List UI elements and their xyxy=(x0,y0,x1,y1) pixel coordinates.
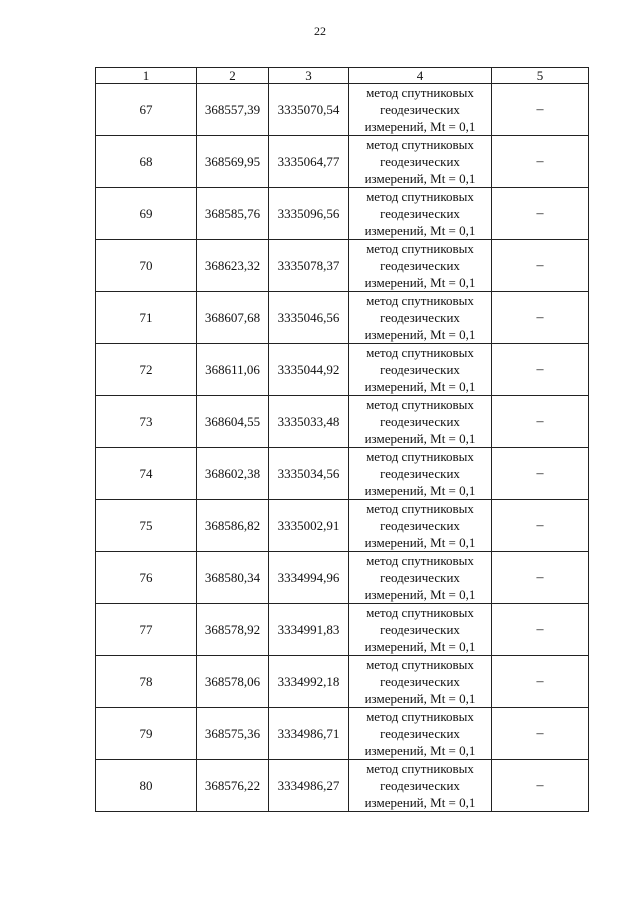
y-coordinate-cell: 3335046,56 xyxy=(269,292,349,344)
column-header-2: 2 xyxy=(197,68,269,84)
column-header-3: 3 xyxy=(269,68,349,84)
note-cell: – xyxy=(492,136,589,188)
y-coordinate-cell: 3335034,56 xyxy=(269,448,349,500)
table-row xyxy=(96,344,589,396)
table-row xyxy=(96,292,589,344)
y-coordinate-cell: 3334994,96 xyxy=(269,552,349,604)
x-coordinate-cell: 368578,92 xyxy=(197,604,269,656)
y-coordinate-cell: 3334991,83 xyxy=(269,604,349,656)
method-cell: метод спутниковых геодезических измерений, Mt = 0,1 xyxy=(349,84,492,136)
x-coordinate-cell: 368602,38 xyxy=(197,448,269,500)
y-coordinate-cell: 3334986,71 xyxy=(269,708,349,760)
note-cell: – xyxy=(492,344,589,396)
table-row xyxy=(96,500,589,552)
table-row xyxy=(96,708,589,760)
table-row xyxy=(96,448,589,500)
x-coordinate-cell: 368585,76 xyxy=(197,188,269,240)
y-coordinate-cell: 3334986,27 xyxy=(269,760,349,812)
column-header-4: 4 xyxy=(349,68,492,84)
point-number-cell: 77 xyxy=(96,604,197,656)
note-cell: – xyxy=(492,396,589,448)
y-coordinate-cell: 3335096,56 xyxy=(269,188,349,240)
point-number-cell: 79 xyxy=(96,708,197,760)
table-row xyxy=(96,760,589,812)
x-coordinate-cell: 368623,32 xyxy=(197,240,269,292)
point-number-cell: 80 xyxy=(96,760,197,812)
point-number-cell: 67 xyxy=(96,84,197,136)
y-coordinate-cell: 3335002,91 xyxy=(269,500,349,552)
y-coordinate-cell: 3334992,18 xyxy=(269,656,349,708)
x-coordinate-cell: 368578,06 xyxy=(197,656,269,708)
point-number-cell: 76 xyxy=(96,552,197,604)
table-row xyxy=(96,656,589,708)
note-cell: – xyxy=(492,760,589,812)
method-cell: метод спутниковых геодезических измерений, Mt = 0,1 xyxy=(349,240,492,292)
y-coordinate-cell: 3335044,92 xyxy=(269,344,349,396)
note-cell: – xyxy=(492,188,589,240)
note-cell: – xyxy=(492,500,589,552)
method-cell: метод спутниковых геодезических измерений, Mt = 0,1 xyxy=(349,604,492,656)
point-number-cell: 71 xyxy=(96,292,197,344)
y-coordinate-cell: 3335033,48 xyxy=(269,396,349,448)
y-coordinate-cell: 3335064,77 xyxy=(269,136,349,188)
note-cell: – xyxy=(492,656,589,708)
column-header-1: 1 xyxy=(96,68,197,84)
table-row xyxy=(96,552,589,604)
table-row xyxy=(96,84,589,136)
x-coordinate-cell: 368586,82 xyxy=(197,500,269,552)
note-cell: – xyxy=(492,240,589,292)
table-row xyxy=(96,136,589,188)
method-cell: метод спутниковых геодезических измерений, Mt = 0,1 xyxy=(349,656,492,708)
x-coordinate-cell: 368576,22 xyxy=(197,760,269,812)
point-number-cell: 75 xyxy=(96,500,197,552)
x-coordinate-cell: 368575,36 xyxy=(197,708,269,760)
method-cell: метод спутниковых геодезических измерений, Mt = 0,1 xyxy=(349,448,492,500)
point-number-cell: 72 xyxy=(96,344,197,396)
x-coordinate-cell: 368611,06 xyxy=(197,344,269,396)
method-cell: метод спутниковых геодезических измерений, Mt = 0,1 xyxy=(349,760,492,812)
note-cell: – xyxy=(492,604,589,656)
note-cell: – xyxy=(492,292,589,344)
column-header-5: 5 xyxy=(492,68,589,84)
x-coordinate-cell: 368604,55 xyxy=(197,396,269,448)
method-cell: метод спутниковых геодезических измерений, Mt = 0,1 xyxy=(349,708,492,760)
point-number-cell: 69 xyxy=(96,188,197,240)
coordinates-table xyxy=(95,67,589,812)
y-coordinate-cell: 3335070,54 xyxy=(269,84,349,136)
x-coordinate-cell: 368557,39 xyxy=(197,84,269,136)
method-cell: метод спутниковых геодезических измерений, Mt = 0,1 xyxy=(349,292,492,344)
table-row xyxy=(96,396,589,448)
table-body xyxy=(96,84,589,812)
x-coordinate-cell: 368580,34 xyxy=(197,552,269,604)
table-row xyxy=(96,604,589,656)
note-cell: – xyxy=(492,708,589,760)
x-coordinate-cell: 368569,95 xyxy=(197,136,269,188)
table-row xyxy=(96,240,589,292)
method-cell: метод спутниковых геодезических измерений, Mt = 0,1 xyxy=(349,396,492,448)
method-cell: метод спутниковых геодезических измерений, Mt = 0,1 xyxy=(349,136,492,188)
x-coordinate-cell: 368607,68 xyxy=(197,292,269,344)
method-cell: метод спутниковых геодезических измерений, Mt = 0,1 xyxy=(349,188,492,240)
point-number-cell: 74 xyxy=(96,448,197,500)
table-header-row xyxy=(96,68,589,84)
page-number: 22 xyxy=(314,24,326,38)
method-cell: метод спутниковых геодезических измерений, Mt = 0,1 xyxy=(349,500,492,552)
point-number-cell: 70 xyxy=(96,240,197,292)
point-number-cell: 73 xyxy=(96,396,197,448)
note-cell: – xyxy=(492,552,589,604)
point-number-cell: 68 xyxy=(96,136,197,188)
point-number-cell: 78 xyxy=(96,656,197,708)
method-cell: метод спутниковых геодезических измерений, Mt = 0,1 xyxy=(349,344,492,396)
note-cell: – xyxy=(492,84,589,136)
method-cell: метод спутниковых геодезических измерений, Mt = 0,1 xyxy=(349,552,492,604)
table-row xyxy=(96,188,589,240)
note-cell: – xyxy=(492,448,589,500)
y-coordinate-cell: 3335078,37 xyxy=(269,240,349,292)
